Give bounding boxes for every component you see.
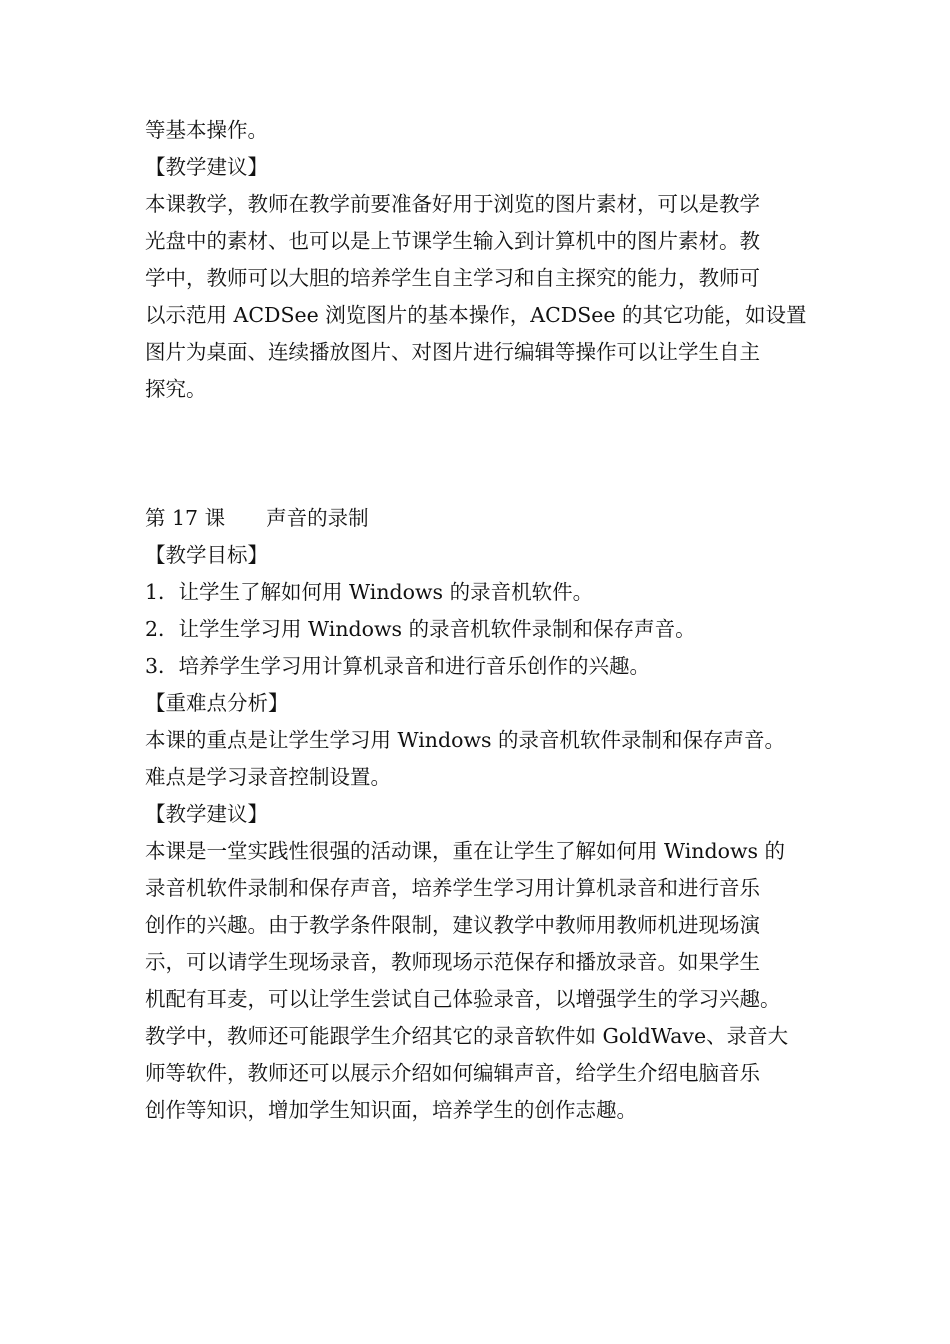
advice-heading: 【教学建议】	[145, 155, 268, 179]
paragraph-line: 录音机软件录制和保存声音，培养学生学习用计算机录音和进行音乐	[145, 876, 760, 900]
paragraph-line: 本课是一堂实践性很强的活动课，重在让学生了解如何用 Windows 的	[145, 839, 786, 863]
paragraph-line: 本课的重点是让学生学习用 Windows 的录音机软件录制和保存声音。	[145, 728, 786, 752]
paragraph-line: 难点是学习录音控制设置。	[145, 765, 391, 789]
advice-heading: 【教学建议】	[145, 802, 268, 826]
paragraph-line: 示，可以请学生现场录音，教师现场示范保存和播放录音。如果学生	[145, 950, 760, 974]
paragraph-line: 图片为桌面、连续播放图片、对图片进行编辑等操作可以让学生自主	[145, 340, 760, 364]
paragraph-line: 以示范用 ACDSee 浏览图片的基本操作，ACDSee 的其它功能，如设置	[145, 303, 807, 327]
paragraph-line: 教学中，教师还可能跟学生介绍其它的录音软件如 GoldWave、录音大	[145, 1024, 789, 1048]
section-1	[145, 112, 835, 408]
paragraph-line: 本课教学，教师在教学前要准备好用于浏览的图片素材，可以是教学	[145, 192, 760, 216]
goals-heading: 【教学目标】	[145, 543, 268, 567]
paragraph-line: 学中，教师可以大胆的培养学生自主学习和自主探究的能力，教师可	[145, 266, 760, 290]
continuation-line: 等基本操作。	[145, 118, 268, 142]
paragraph-line: 机配有耳麦，可以让学生尝试自己体验录音，以增强学生的学习兴趣。	[145, 987, 781, 1011]
paragraph-line: 创作的兴趣。由于教学条件限制，建议教学中教师用教师机进现场演	[145, 913, 760, 937]
goal-item: 3．培养学生学习用计算机录音和进行音乐创作的兴趣。	[145, 654, 651, 678]
goal-item: 1．让学生了解如何用 Windows 的录音机软件。	[145, 580, 594, 604]
lesson-title: 第 17 课 声音的录制	[145, 506, 369, 530]
section-2	[145, 500, 835, 1129]
paragraph-line: 师等软件，教师还可以展示介绍如何编辑声音，给学生介绍电脑音乐	[145, 1061, 760, 1085]
analysis-heading: 【重难点分析】	[145, 691, 289, 715]
paragraph-line: 光盘中的素材、也可以是上节课学生输入到计算机中的图片素材。教	[145, 229, 760, 253]
paragraph-line: 创作等知识，增加学生知识面，培养学生的创作志趣。	[145, 1098, 637, 1122]
paragraph-line: 探究。	[145, 377, 207, 401]
goal-item: 2．让学生学习用 Windows 的录音机软件录制和保存声音。	[145, 617, 696, 641]
